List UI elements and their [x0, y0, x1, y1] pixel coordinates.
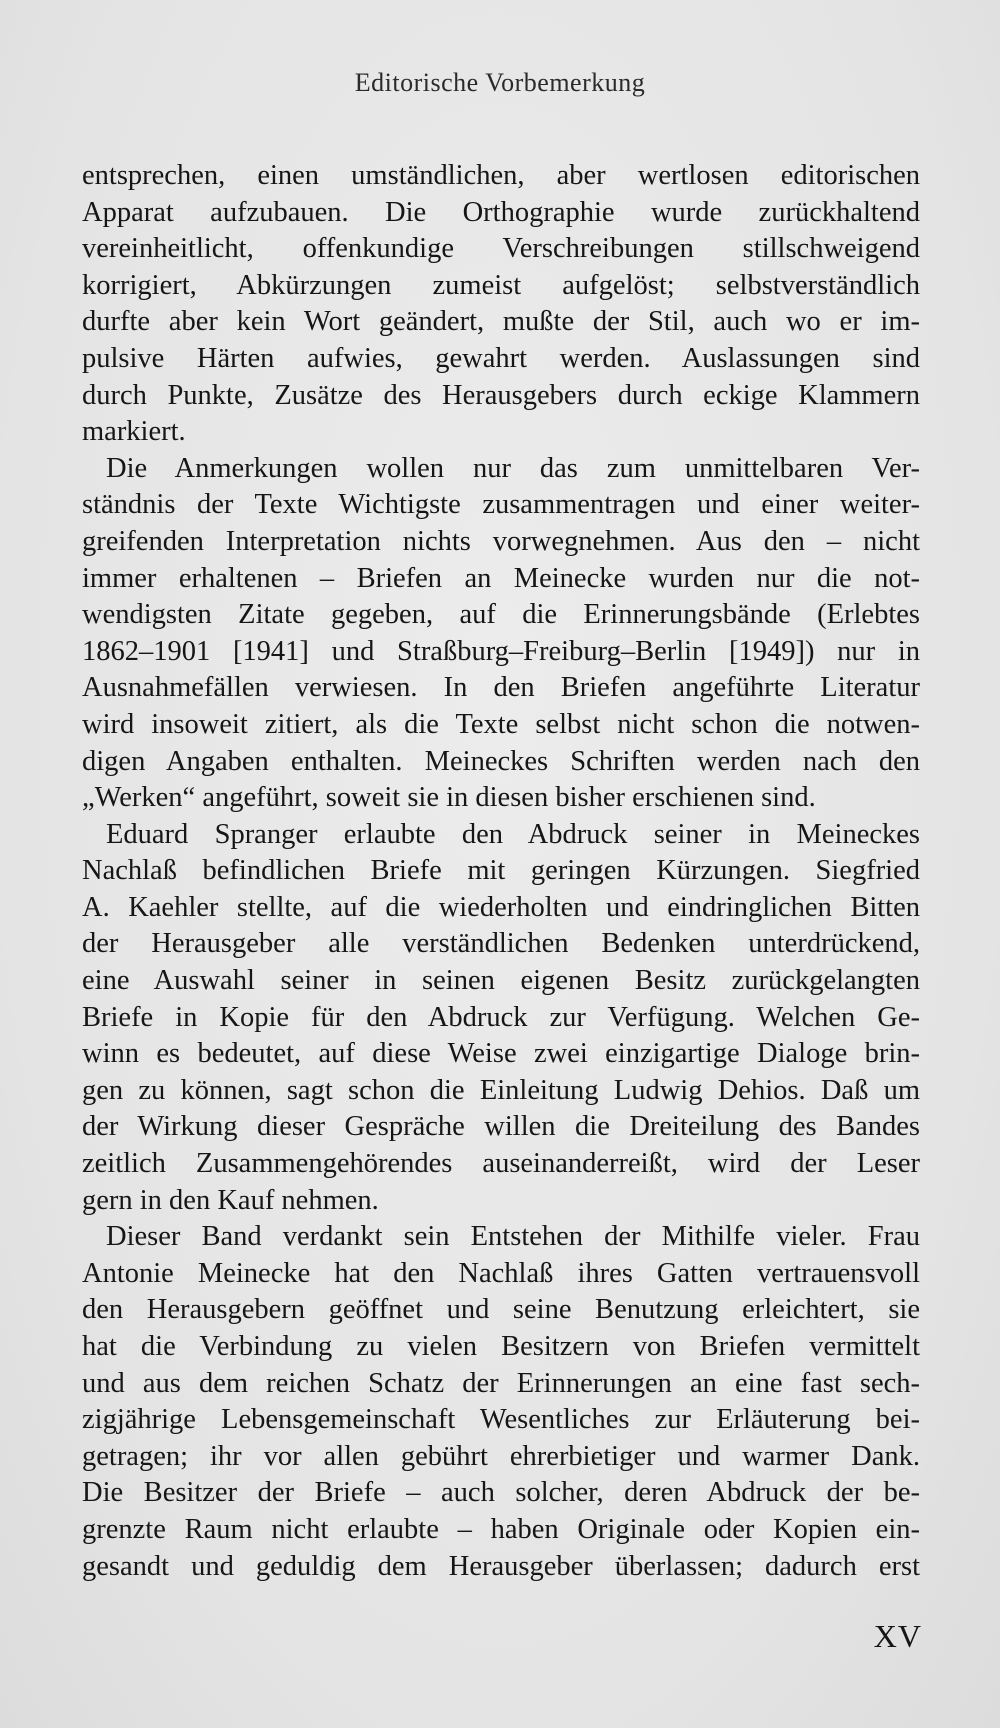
text-line: Die Besitzer der Briefe – auch solcher, deren Abdruck der be- — [82, 1477, 920, 1509]
text-line: Apparat aufzubauen. Die Orthographie wurde zurückhaltend — [82, 196, 920, 228]
text-line: und aus dem reichen Schatz der Erinnerungen an eine fast sech- — [82, 1367, 920, 1399]
text-line: Ausnahmefällen verwiesen. In den Briefen angeführte Literatur — [82, 672, 920, 704]
text-line: A. Kaehler stellte, auf die wiederholten und eindringlichen Bitten — [82, 891, 920, 923]
text-line: greifenden Interpretation nichts vorwegnehmen. Aus den – nicht — [82, 525, 920, 557]
text-line: winn es bedeutet, auf diese Weise zwei einzigartige Dialoge brin- — [82, 1038, 920, 1070]
text-line: eine Auswahl seiner in seinen eigenen Besitz zurückgelangten — [82, 965, 920, 997]
text-line: digen Angaben enthalten. Meineckes Schriften werden nach den — [82, 745, 920, 777]
paragraph-start-line: Dieser Band verdankt sein Entstehen der Mithilfe vieler. Frau — [106, 1221, 920, 1253]
paragraph-end-line: „Werken“ angeführt, soweit sie in diesen bisher erschienen sind. — [82, 782, 816, 814]
text-line: grenzte Raum nicht erlaubte – haben Originale oder Kopien ein- — [82, 1513, 920, 1545]
text-line: durfte aber kein Wort geändert, mußte der Stil, auch wo er im- — [82, 306, 920, 338]
paragraph-start-line: Eduard Spranger erlaubte den Abdruck seiner in Meineckes — [106, 818, 920, 850]
text-line: vereinheitlicht, offenkundige Verschreibungen stillschweigend — [82, 233, 920, 265]
text-line: den Herausgebern geöffnet und seine Benutzung erleichtert, sie — [82, 1294, 920, 1326]
text-line: zigjährige Lebensgemeinschaft Wesentliches zur Erläuterung bei- — [82, 1404, 920, 1436]
text-line: durch Punkte, Zusätze des Herausgebers durch eckige Klammern — [82, 379, 920, 411]
text-line: gen zu können, sagt schon die Einleitung Ludwig Dehios. Daß um — [82, 1074, 920, 1106]
text-line: ständnis der Texte Wichtigste zusammentragen und einer weiter- — [82, 489, 920, 521]
text-line: gesandt und geduldig dem Herausgeber überlassen; dadurch erst — [82, 1550, 920, 1582]
text-line: zeitlich Zusammengehörendes auseinanderreißt, wird der Leser — [82, 1148, 920, 1180]
text-line: korrigiert, Abkürzungen zumeist aufgelöst; selbstverständlich — [82, 269, 920, 301]
text-line: pulsive Härten aufwies, gewahrt werden. Auslassungen sind — [82, 342, 920, 374]
paragraph-end-line: gern in den Kauf nehmen. — [82, 1184, 379, 1216]
text-line: hat die Verbindung zu vielen Besitzern von Briefen vermittelt — [82, 1331, 920, 1362]
text-line: 1862–1901 [1941] und Straßburg–Freiburg–Berlin [1949]) nur in — [82, 635, 920, 667]
text-line: wird insoweit zitiert, als die Texte selbst nicht schon die notwen- — [82, 708, 920, 740]
body-text — [82, 158, 920, 1585]
text-line: Antonie Meinecke hat den Nachlaß ihres Gatten vertrauensvoll — [82, 1257, 920, 1289]
paragraph-end-line: markiert. — [82, 416, 186, 448]
text-line: getragen; ihr vor allen gebührt ehrerbietiger und warmer Dank. — [82, 1440, 920, 1472]
running-head: Editorische Vorbemerkung — [354, 68, 646, 97]
text-line: entsprechen, einen umständlichen, aber wertlosen editorischen — [82, 160, 920, 191]
text-line: Nachlaß befindlichen Briefe mit geringen Kürzungen. Siegfried — [82, 855, 920, 887]
text-line: der Wirkung dieser Gespräche willen die Dreiteilung des Bandes — [82, 1111, 920, 1143]
text-line: der Herausgeber alle verständlichen Bedenken unterdrückend, — [82, 928, 920, 960]
text-line: immer erhaltenen – Briefen an Meinecke wurden nur die not- — [82, 562, 920, 594]
text-line: Briefe in Kopie für den Abdruck zur Verfügung. Welchen Ge- — [82, 1001, 920, 1033]
text-line: wendigsten Zitate gegeben, auf die Erinnerungsbände (Erlebtes — [82, 599, 920, 631]
paragraph-start-line: Die Anmerkungen wollen nur das zum unmittelbaren Ver- — [106, 452, 920, 484]
page-number: XV — [873, 1618, 922, 1654]
